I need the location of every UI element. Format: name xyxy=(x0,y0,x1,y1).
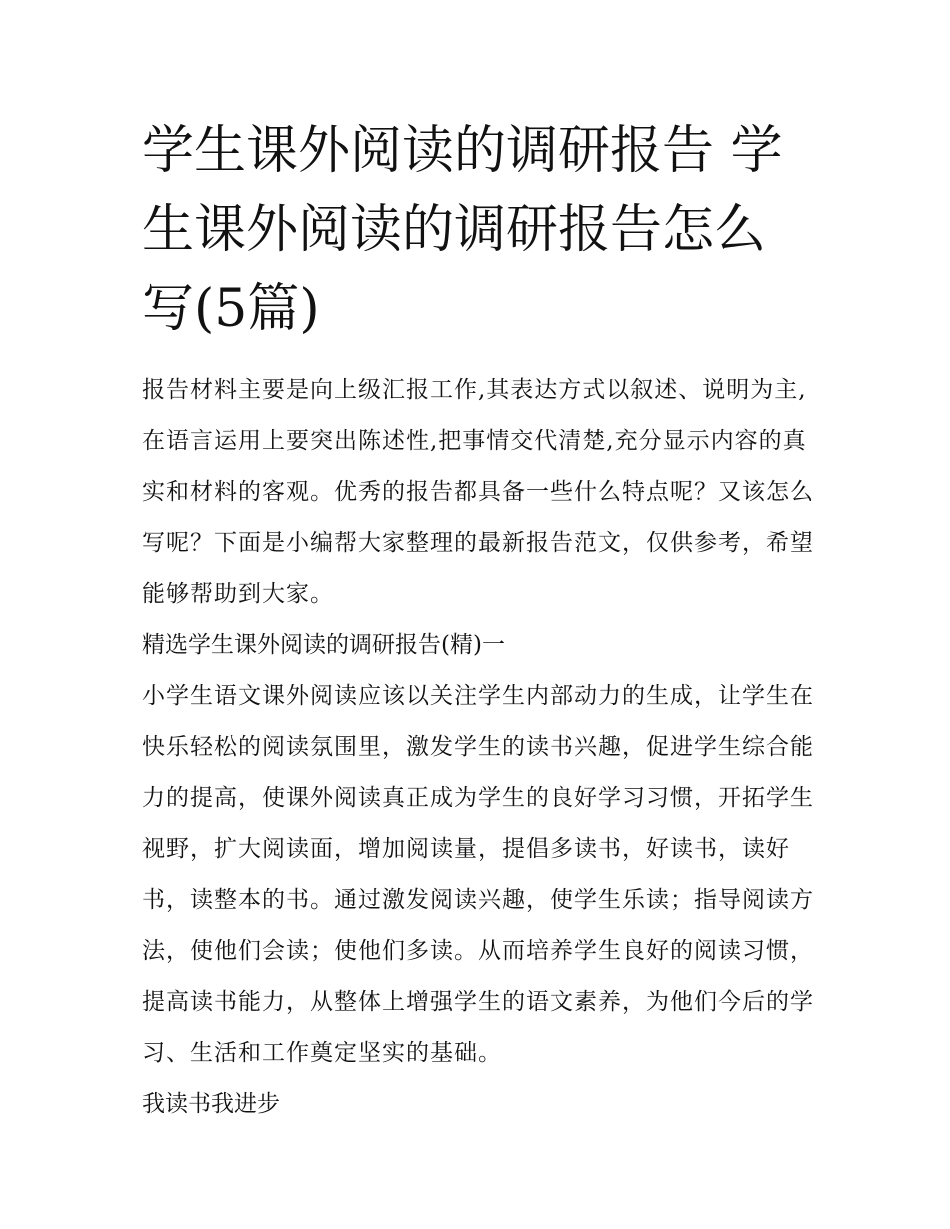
intro-paragraph: 报告材料主要是向上级汇报工作,其表达方式以叙述、说明为主,在语言运用上要突出陈述性,把事情交代清楚,充分显示内容的真实和材料的客观。优秀的报告都具备一些什么特点呢？又该怎么写呢？下面是小编帮大家整理的最新报告范文，仅供参考，希望能够帮助到大家。 xyxy=(142,377,814,607)
sub-heading: 我读书我进步 xyxy=(142,1091,280,1117)
section-heading: 精选学生课外阅读的调研报告(精)一 xyxy=(142,632,505,658)
document-content xyxy=(142,112,814,1130)
document-title: 学生课外阅读的调研报告 学生课外阅读的调研报告怎么写(5篇) xyxy=(142,121,783,339)
body-paragraph: 小学生语文课外阅读应该以关注学生内部动力的生成，让学生在快乐轻松的阅读氛围里，激发学生的读书兴趣，促进学生综合能力的提高，使课外阅读真正成为学生的良好学习习惯，开拓学生视野，扩大阅读面，增加阅读量，提倡多读书，好读书，读好书，读整本的书。通过激发阅读兴趣，使学生乐读；指导阅读方法，使他们会读；使他们多读。从而培养学生良好的阅读习惯，提高读书能力，从整体上增强学生的语文素养，为他们今后的学习、生活和工作奠定坚实的基础。 xyxy=(142,683,814,1066)
